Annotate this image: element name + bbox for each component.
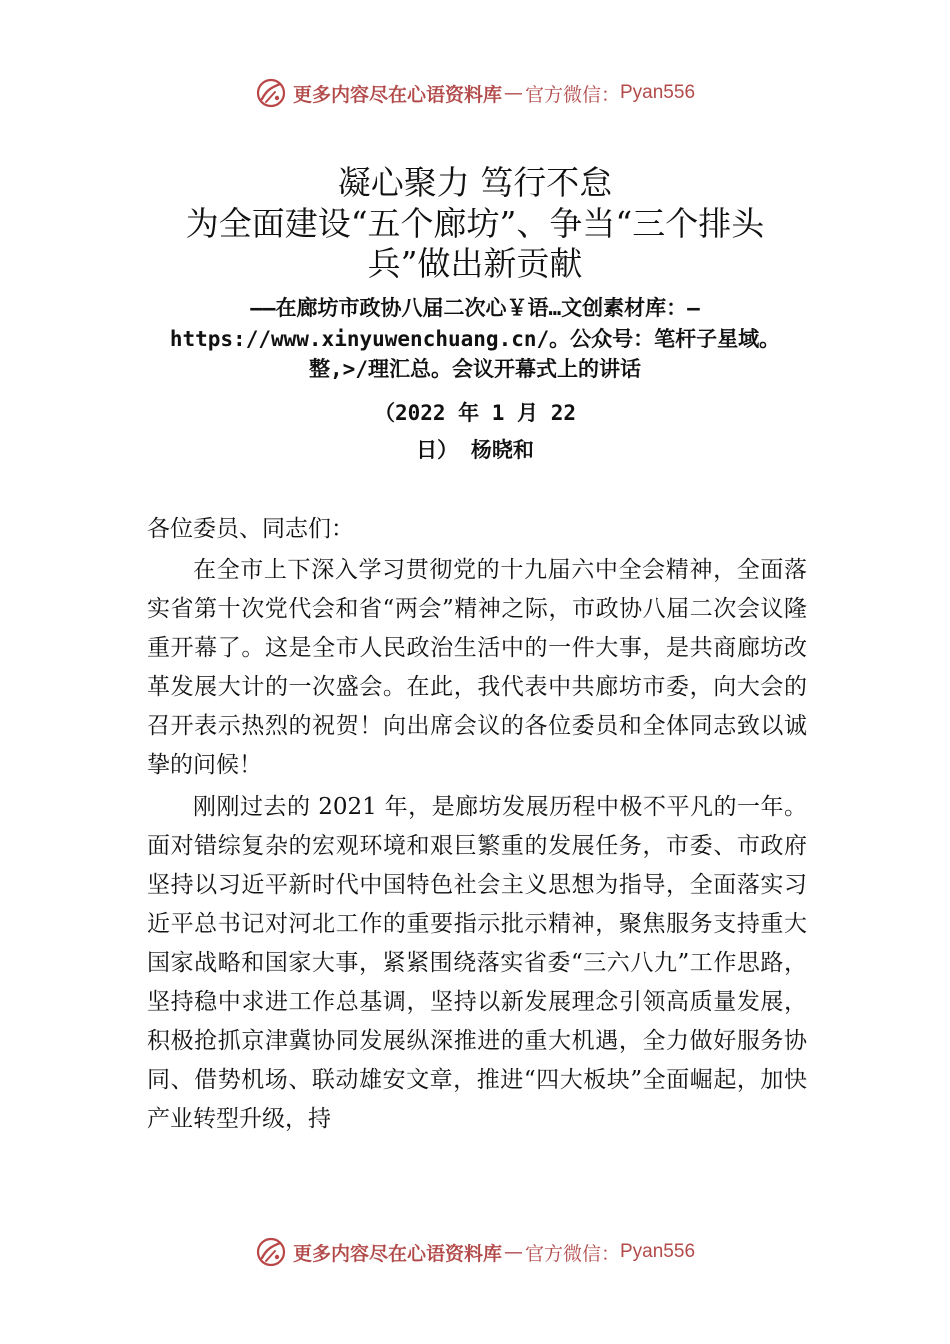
doc-greeting: 各位委员、同志们： <box>147 516 354 542</box>
watermark-brand-text: 更多内容尽在心语资料库 <box>292 1242 502 1265</box>
doc-subtitle-line-1: ——在廊坊市政协八届二次心￥语…文创素材库：— <box>250 296 700 320</box>
doc-paragraph-1: 在全市上下深入学习贯彻党的十九届六中全会精神，全面落实省第十次党代会和省“两会”精神之际，市政协八届二次会议隆重开幕了。这是全市人民政治生活中的一件大事，是共商廊坊改革发展大计的一次盛会。在此，我代表中共廊坊市委，向大会的召开表示热烈的祝贺！向出席会议的各位委员和全体同志致以诚挚的问候！ <box>147 557 807 778</box>
watermark-code: Pyan556 <box>620 1241 696 1262</box>
doc-subtitle-line-3: 整,>/理汇总。会议开幕式上的讲话 <box>309 357 641 381</box>
watermark-banner-bottom <box>0 1232 950 1272</box>
doc-title-line-2: 为全面建设“五个廊坊”、争当“三个排头 <box>185 204 765 243</box>
watermark-code: Pyan556 <box>620 82 696 103</box>
watermark-banner-top <box>0 73 950 113</box>
doc-title-line-1: 凝心聚力 笃行不怠 <box>337 163 613 202</box>
doc-subtitle-line-2: https://www.xinyuwenchuang.cn/。公众号：笔杆子星域。 <box>169 327 781 351</box>
doc-author-line: 日） 杨晓和 <box>416 438 534 462</box>
doc-date-line: （2022 年 1 月 22 <box>373 401 577 425</box>
watermark-separator: — <box>503 1241 523 1263</box>
brand-logo-icon <box>255 77 287 109</box>
doc-paragraph-2: 刚刚过去的 2021 年，是廊坊发展历程中极不平凡的一年。面对错综复杂的宏观环境和艰巨繁重的发展任务，市委、市政府坚持以习近平新时代中国特色社会主义思想为指导，全面落实习近平总书记对河北工作的重要指示批示精神，聚焦服务支持重大国家战略和国家大事，紧紧围绕落实省委“三六八九”工作思路，坚持稳中求进工作总基调，坚持以新发展理念引领高质量发展，积极抢抓京津冀协同发展纵深推进的重大机遇，全力做好服务协同、借势机场、联动雄安文章，推进“四大板块”全面崛起，加快产业转型升级，持 <box>147 794 807 1132</box>
doc-title-line-3: 兵”做出新贡献 <box>367 244 583 283</box>
brand-logo-icon <box>255 1236 287 1268</box>
watermark-label: 官方微信： <box>524 83 620 106</box>
watermark-brand-text: 更多内容尽在心语资料库 <box>292 83 502 106</box>
watermark-separator: — <box>503 82 523 104</box>
watermark-label: 官方微信： <box>524 1242 620 1265</box>
